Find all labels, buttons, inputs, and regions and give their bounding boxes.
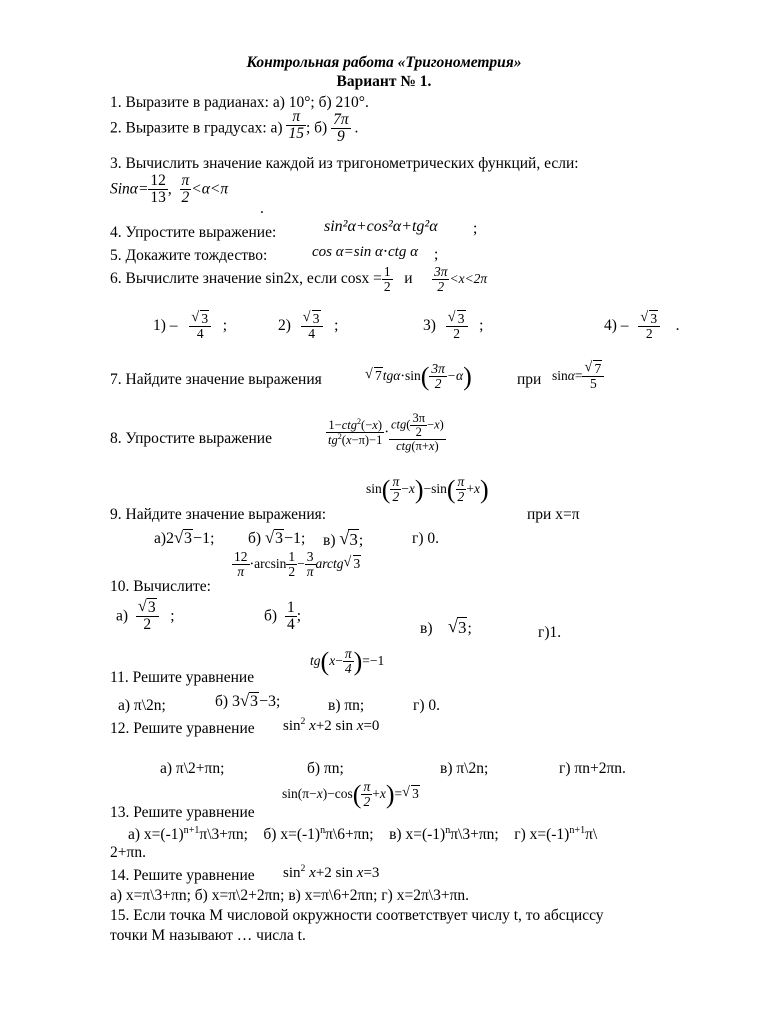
question-10-option-a: а) √ $\frac{3}{2}$ ;: [116, 600, 175, 634]
question-11-expression: tg(x− $\frac{\pi}{4}$ )=−1: [310, 646, 385, 677]
question-6-option-3: 3) √ $\frac{3}{2}$ ;: [423, 312, 483, 341]
question-7: 7. Найдите значение выражения: [110, 371, 322, 388]
question-10-option-d: г)1.: [538, 624, 562, 641]
question-9-option-b: б) √ 3−1;: [248, 530, 305, 548]
question-7-expression: √ 7tgα⋅sin( $\frac{3\pi}{2}$ −α): [365, 362, 472, 391]
question-13-options: а) $x=(-1)^{n+1}\pi\backslash 3+\pi n$; б) $x=(-1)^n\pi\backslash 6+\pi n$; в) $x=(-1)^n\pi\backslash 3+\pi n$; г) $x=(-1)^{n+1}\pi\backslash$: [128, 825, 598, 844]
question-1: 1. Выразите в радианах: а) 10°; б) 210°.: [110, 94, 369, 111]
fraction: $\frac{7\pi}{9}$: [333, 111, 349, 146]
question-6: 6. Вычислите значение sin2x, если cosx = $\frac{1}{2}$ и $\frac{3\pi}{2}$ <x<2π: [110, 264, 488, 295]
question-9: 9. Найдите значение выражения:: [110, 506, 327, 523]
question-6-option-4: 4) – √ $\frac{3}{2}$ .: [604, 312, 680, 341]
page-title: Контрольная работа «Тригонометрия»: [246, 54, 522, 71]
question-15-line-1: 15. Если точка М числовой окружности соответствует числу t, то абсциссу: [110, 907, 604, 924]
question-8-expression: 1−ctg$^2$(−x) $tg^2(x-\pi)-1$ ⋅ ctg( $\frac{3\pi}{2}$ −x) ctg(π+x): [328, 411, 444, 454]
question-11: 11. Решите уравнение: [110, 669, 255, 686]
question-7-pri: при: [517, 371, 542, 388]
fraction: √ $\frac{3}{4}$: [189, 312, 211, 341]
question-2-a: а): [270, 119, 283, 137]
question-12-option-a: а) π\2+πn;: [160, 760, 225, 777]
question-10: 10. Вычислите:: [110, 578, 211, 595]
fraction: $\frac{1}{2}$: [383, 264, 391, 295]
question-13-options-cont: 2+πn.: [110, 844, 146, 861]
question-14-options: а) x=π\3+πn; б) x=π\2+2πn; в) x=π\6+2πn; г) x=2π\3+πn.: [110, 887, 470, 904]
question-10-expression: $\frac{12}{\pi}$ ⋅arcsin $\frac{1}{2}$ − $\frac{3}{\pi}$ arctg√ 3: [232, 550, 361, 579]
question-9-expression: sin( $\frac{\pi}{2}$ −x)−sin( $\frac{\pi}{2}$ +x): [366, 474, 489, 505]
fraction: $\frac{3\pi}{2}$: [433, 264, 448, 295]
variant-label: Вариант № 1.: [336, 73, 432, 90]
question-6-option-2: 2) √ $\frac{3}{4}$ ;: [278, 312, 338, 341]
fraction: √ $\frac{3}{4}$: [301, 312, 323, 341]
question-4: 4. Упростите выражение:: [110, 224, 277, 241]
question-14: 14. Решите уравнение: [110, 867, 255, 884]
fraction: √ $\frac{3}{2}$: [638, 312, 660, 341]
question-12-expression: $\sin^2 x+2$ sin x=0: [283, 716, 380, 734]
question-2-text: 2. Выразите в градусах:: [110, 119, 267, 137]
fraction: √ $\frac{3}{2}$: [446, 312, 468, 341]
question-5-expression: cos α=sin α⋅ctg α: [312, 244, 418, 260]
fraction: $\frac{12}{13}$: [150, 172, 166, 207]
question-3: 3. Вычислить значение каждой из тригонометрических функций, если:: [110, 155, 579, 172]
question-9-option-d: г) 0.: [412, 530, 440, 547]
question-7-condition: sinα= √ $\frac{7}{5}$: [552, 362, 604, 391]
question-13-expression: sin(π−x)−cos( $\frac{\pi}{2}$ +x)=√ 3: [282, 780, 420, 809]
question-11-option-b: б) 3√ 3−3;: [215, 693, 280, 711]
question-10-option-b: б) $\frac{1}{4}$ ;: [264, 599, 301, 634]
question-12-option-d: г) πn+2πn.: [559, 760, 626, 777]
question-9-option-c: в) √ 3;: [323, 530, 363, 550]
question-10-option-c: в) √ 3;: [420, 618, 472, 638]
question-12: 12. Решите уравнение: [110, 720, 255, 737]
question-2: 2. Выразите в градусах: а) $\frac{\pi}{15}$ ; б) $\frac{7\pi}{9}$ .: [110, 108, 359, 146]
question-13: 13. Решите уравнение: [110, 804, 255, 821]
question-12-option-b: б) πn;: [307, 760, 344, 777]
question-5: 5. Докажите тождество:: [110, 247, 268, 264]
question-8: 8. Упростите выражение: [110, 430, 272, 447]
question-3-condition: Sinα= $\frac{12}{13}$ , $\frac{\pi}{2}$ <α<π: [110, 172, 229, 207]
question-15-line-2: точки М называют … числа t.: [110, 927, 306, 944]
question-4-expression: sin²α+cos²α+tg²α: [324, 218, 438, 235]
question-11-option-d: г) 0.: [413, 697, 441, 714]
fraction: $\frac{\pi}{15}$: [288, 108, 304, 143]
question-9-pri: при x=π: [527, 506, 580, 523]
question-11-option-a: а) π\2n;: [118, 697, 166, 714]
question-9-option-a: а)2√ 3−1;: [154, 530, 214, 548]
question-2-b: ; б): [305, 119, 328, 137]
question-11-option-c: в) πn;: [328, 697, 365, 714]
fraction: $\frac{\pi}{2}$: [181, 172, 190, 207]
question-14-expression: $\sin^2 x+2$ sin x=3: [283, 863, 380, 881]
question-6-option-1: 1) – √ $\frac{3}{4}$ ;: [153, 312, 227, 341]
question-12-option-c: в) π\2n;: [440, 760, 489, 777]
